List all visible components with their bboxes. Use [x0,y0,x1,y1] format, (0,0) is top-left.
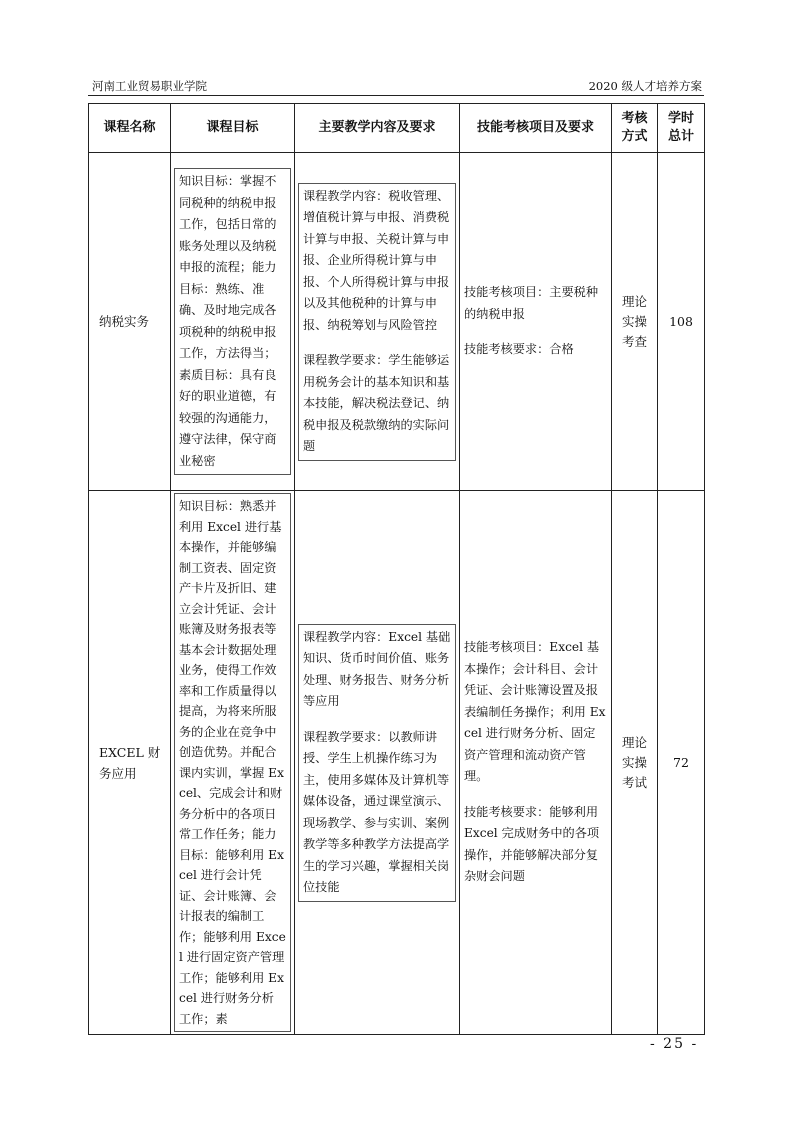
skill-item: 技能考核项目：Excel 基本操作；会计科目、会计凭证、会计账簿设置及报表编制任务操作；利用 Excel 进行财务分析、固定资产管理和流动资产管理。 [464,640,606,784]
table-row [89,153,705,491]
page-header [92,78,702,96]
skill-requirement: 技能考核要求：能够利用 Excel 完成财务中的各项操作，并能够解决部分复杂财会问题 [464,804,600,884]
skill-assessment [460,635,611,890]
skill-requirement: 技能考核要求：合格 [464,342,574,357]
page-number: - 25 - [650,1036,699,1052]
col-header-skills: 技能考核项目及要求 [460,104,612,153]
total-hours: 108 [669,313,693,329]
course-goal: 知识目标：熟悉并利用 Excel 进行基本操作，并能够编制工资表、固定资产卡片及折旧、建立会计凭证、会计账簿及财务报表等基本会计数据处理业务，使得工作效率和工作质量得以提高，为将来所服务的企业在竞争中创造优势。并配合课内实训，掌握 Excel、完成会计和财务分析中的各项日常工作任务；能力目标：能够利用 Excel 进行会计凭证、会计账簿、会计报表的编制工作；能够利用 Excel 进行固定资产管理工作；能够利用 Excel 进行财务分析工作；素 [174,493,291,1032]
requirement-paragraph: 课程教学要求：以教师讲授、学生上机操作练习为主，使用多媒体及计算机等媒体设备，通过课堂演示、现场教学、参与实训、案例教学等多种教学方法提高学生的学习兴趣，掌握相关岗位技能 [303,729,450,894]
requirement-paragraph: 课程教学要求：学生能够运用税务会计的基本知识和基本技能，解决税法登记、纳税申报及税款缴纳的实际问题 [303,353,450,453]
course-content [298,624,456,902]
course-content [298,183,456,461]
content-paragraph: 课程教学内容：Excel 基础知识、货币时间价值、账务处理、财务报告、财务分析等应用 [303,629,451,708]
table-row [89,491,705,1035]
header-rule [88,95,704,96]
table-header-row [89,104,705,153]
col-header-course-goal: 课程目标 [171,104,295,153]
document-title: 2020 级人才培养方案 [588,79,702,93]
course-goal: 知识目标：掌握不同税种的纳税申报工作，包括日常的账务处理以及纳税申报的流程；能力目标：熟练、准确、及时地完成各项税种的纳税申报工作，方法得当；素质目标：具有良好的职业道德，有较强的沟通能力，遵守法律，保守商业秘密 [174,168,291,475]
institution-name: 河南工业贸易职业学院 [92,79,207,93]
col-header-hours: 学时 总计 [658,104,705,153]
col-header-course-name: 课程名称 [89,104,171,153]
col-header-content: 主要教学内容及要求 [295,104,460,153]
course-name: 纳税实务 [99,314,150,329]
course-table [88,103,705,1035]
total-hours: 72 [673,754,689,770]
course-name: EXCEL 财务应用 [99,744,161,781]
assessment-method: 理论 实操 考查 [621,293,647,349]
skill-item: 技能考核项目：主要税种的纳税申报 [464,285,599,321]
skill-assessment [460,280,611,363]
assessment-method: 理论 实操 考试 [621,734,647,790]
col-header-method: 考核 方式 [612,104,658,153]
content-paragraph: 课程教学内容：税收管理、增值税计算与申报、消费税计算与申报、关税计算与申报、企业所得税计算与申报、个人所得税计算与申报以及其他税种的计算与申报、纳税筹划与风险管控 [303,188,450,332]
